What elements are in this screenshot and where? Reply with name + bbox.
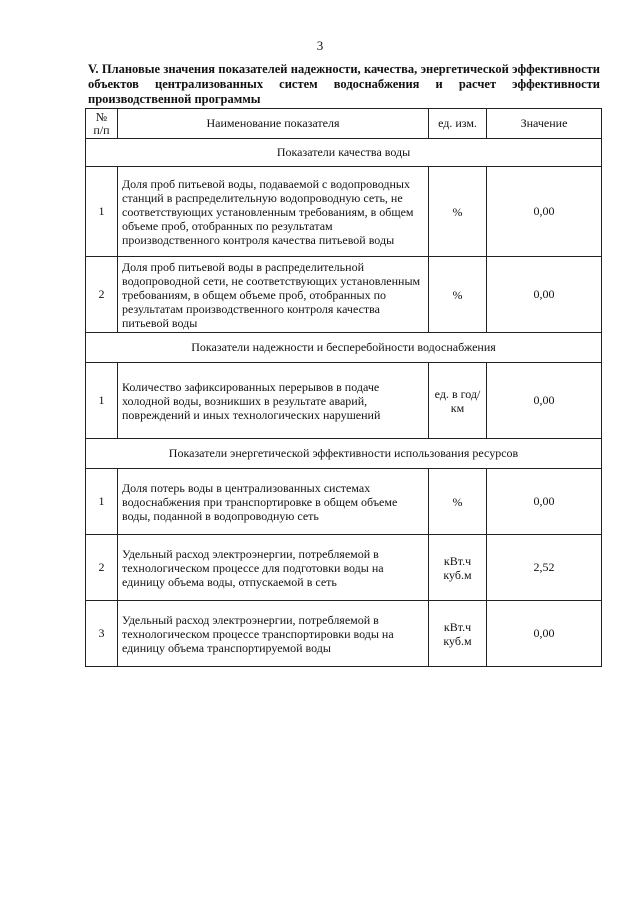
indicator-name: Удельный расход электроэнергии, потребляемой в технологическом процессе транспортировки воды на единицу объема транспортируемой воды xyxy=(118,601,429,667)
table-header-row xyxy=(86,109,602,139)
col-header-num: № п/п xyxy=(86,109,118,139)
indicators-table xyxy=(85,108,602,667)
table-row xyxy=(86,363,602,439)
indicator-value: 0,00 xyxy=(487,601,602,667)
row-number: 3 xyxy=(86,601,118,667)
section-heading: V. Плановые значения показателей надежности, качества, энергетической эффективности объектов централизованных систем водоснабжения и расчет эффективности производственной программы xyxy=(88,62,600,106)
page-number: 3 xyxy=(316,38,324,53)
table-row xyxy=(86,257,602,333)
table-row xyxy=(86,167,602,257)
section-title: Показатели энергетической эффективности использования ресурсов xyxy=(86,439,602,469)
indicator-name: Доля проб питьевой воды, подаваемой с водопроводных станций в распределительную водопроводную сеть, не соответствующих установленным требованиям, в общем объеме проб, отобранных по результатам производственного контроля качества питьевой воды xyxy=(118,167,429,257)
indicator-unit: кВт.ч куб.м xyxy=(429,601,487,667)
table-row xyxy=(86,469,602,535)
indicator-unit: ед. в год/ км xyxy=(429,363,487,439)
section-row-energy xyxy=(86,439,602,469)
indicator-unit: % xyxy=(429,167,487,257)
indicator-name: Доля проб питьевой воды в распределительной водопроводной сети, не соответствующих установленным требованиям, в общем объеме проб, отобранных по результатам производственного контроля качества питьевой воды xyxy=(118,257,429,333)
indicator-unit: % xyxy=(429,257,487,333)
indicator-name: Удельный расход электроэнергии, потребляемой в технологическом процессе для подготовки воды на единицу объема воды, отпускаемой в сеть xyxy=(118,535,429,601)
section-title: Показатели надежности и бесперебойности водоснабжения xyxy=(86,333,602,363)
row-number: 1 xyxy=(86,167,118,257)
section-row-reliability xyxy=(86,333,602,363)
indicator-value: 0,00 xyxy=(487,469,602,535)
indicator-unit: кВт.ч куб.м xyxy=(429,535,487,601)
row-number: 1 xyxy=(86,469,118,535)
indicator-unit: % xyxy=(429,469,487,535)
indicator-value: 0,00 xyxy=(487,257,602,333)
row-number: 2 xyxy=(86,257,118,333)
indicator-name: Доля потерь воды в централизованных системах водоснабжения при транспортировке в общем объеме воды, поданной в водопроводную сеть xyxy=(118,469,429,535)
indicator-value: 0,00 xyxy=(487,363,602,439)
indicator-value: 2,52 xyxy=(487,535,602,601)
section-row-quality xyxy=(86,139,602,167)
col-header-name: Наименование показателя xyxy=(118,109,429,139)
col-header-unit: ед. изм. xyxy=(429,109,487,139)
section-title: Показатели качества воды xyxy=(86,139,602,167)
indicator-name: Количество зафиксированных перерывов в подаче холодной воды, возникших в результате аварий, повреждений и иных технологических нарушений xyxy=(118,363,429,439)
row-number: 1 xyxy=(86,363,118,439)
table-row xyxy=(86,601,602,667)
row-number: 2 xyxy=(86,535,118,601)
indicator-value: 0,00 xyxy=(487,167,602,257)
table-row xyxy=(86,535,602,601)
col-header-value: Значение xyxy=(487,109,602,139)
